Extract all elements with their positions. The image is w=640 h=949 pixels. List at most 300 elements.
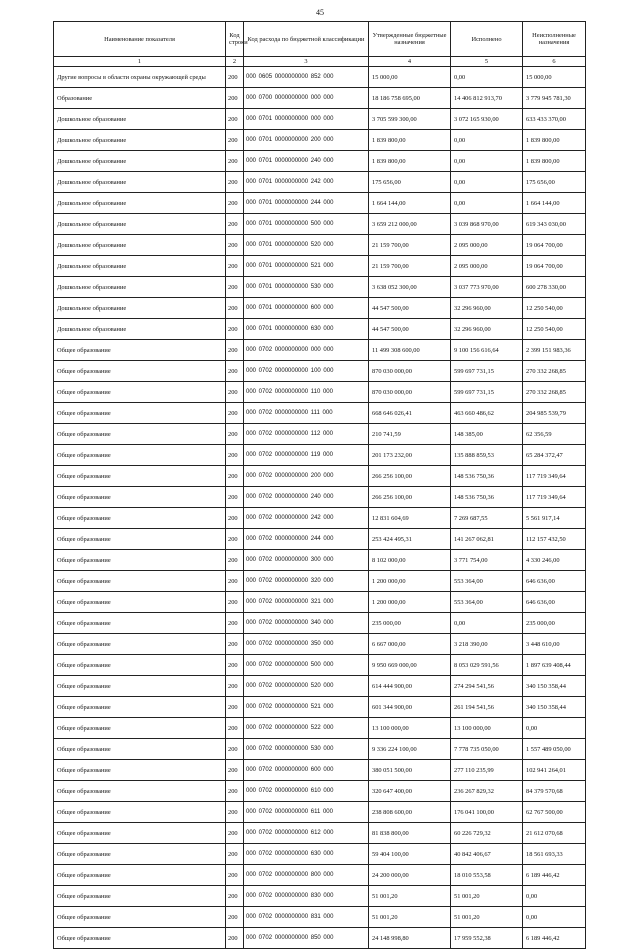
table-row xyxy=(54,865,586,886)
cell-approved-amount: 59 404 100,00 xyxy=(369,844,451,865)
cell-approved-amount: 1 200 000,00 xyxy=(369,571,451,592)
table-row xyxy=(54,634,586,655)
table-row xyxy=(54,613,586,634)
table-row xyxy=(54,508,586,529)
cell-indicator-name: Общее образование xyxy=(54,760,226,781)
table-row xyxy=(54,760,586,781)
cell-executed-amount: 3 039 868 970,00 xyxy=(451,214,523,235)
table-row xyxy=(54,382,586,403)
cell-expense-code: 000 0702 0000000000 000 000 xyxy=(244,340,369,361)
cell-expense-code: 000 0702 0000000000 800 000 xyxy=(244,865,369,886)
cell-executed-amount: 7 778 735 050,00 xyxy=(451,739,523,760)
cell-expense-code: 000 0701 0000000000 521 000 xyxy=(244,256,369,277)
cell-executed-amount: 0,00 xyxy=(451,613,523,634)
cell-executed-amount: 13 100 000,00 xyxy=(451,718,523,739)
cell-expense-code: 000 0701 0000000000 520 000 xyxy=(244,235,369,256)
cell-indicator-name: Общее образование xyxy=(54,802,226,823)
cell-approved-amount: 1 839 800,00 xyxy=(369,151,451,172)
cell-approved-amount: 21 159 700,00 xyxy=(369,256,451,277)
cell-unexecuted-amount: 600 278 330,00 xyxy=(523,277,586,298)
cell-indicator-name: Общее образование xyxy=(54,382,226,403)
table-row xyxy=(54,886,586,907)
cell-indicator-name: Общее образование xyxy=(54,655,226,676)
cell-unexecuted-amount: 21 612 070,68 xyxy=(523,823,586,844)
cell-unexecuted-amount: 62 356,59 xyxy=(523,424,586,445)
table-body xyxy=(54,67,586,949)
cell-indicator-name: Общее образование xyxy=(54,718,226,739)
cell-line-code: 200 xyxy=(226,256,244,277)
cell-executed-amount: 3 072 165 930,00 xyxy=(451,109,523,130)
cell-unexecuted-amount: 340 150 358,44 xyxy=(523,697,586,718)
cell-unexecuted-amount: 15 000,00 xyxy=(523,67,586,88)
cell-indicator-name: Общее образование xyxy=(54,445,226,466)
table-row xyxy=(54,235,586,256)
cell-expense-code: 000 0702 0000000000 200 000 xyxy=(244,466,369,487)
cell-unexecuted-amount: 1 839 800,00 xyxy=(523,151,586,172)
cell-indicator-name: Дошкольное образование xyxy=(54,298,226,319)
cell-unexecuted-amount: 0,00 xyxy=(523,718,586,739)
table-row xyxy=(54,823,586,844)
cell-approved-amount: 614 444 900,00 xyxy=(369,676,451,697)
cell-approved-amount: 9 336 224 100,00 xyxy=(369,739,451,760)
cell-approved-amount: 3 659 212 000,00 xyxy=(369,214,451,235)
cell-indicator-name: Общее образование xyxy=(54,340,226,361)
cell-executed-amount: 0,00 xyxy=(451,172,523,193)
cell-unexecuted-amount: 0,00 xyxy=(523,886,586,907)
cell-executed-amount: 463 660 486,62 xyxy=(451,403,523,424)
cell-unexecuted-amount: 112 157 432,50 xyxy=(523,529,586,550)
cell-expense-code: 000 0701 0000000000 200 000 xyxy=(244,130,369,151)
cell-indicator-name: Общее образование xyxy=(54,928,226,949)
cell-approved-amount: 668 646 026,41 xyxy=(369,403,451,424)
table-row xyxy=(54,88,586,109)
cell-approved-amount: 24 200 000,00 xyxy=(369,865,451,886)
cell-executed-amount: 553 364,00 xyxy=(451,571,523,592)
cell-approved-amount: 18 186 758 695,00 xyxy=(369,88,451,109)
cell-unexecuted-amount: 646 636,00 xyxy=(523,571,586,592)
cell-line-code: 200 xyxy=(226,319,244,340)
table-row xyxy=(54,592,586,613)
cell-line-code: 200 xyxy=(226,403,244,424)
cell-executed-amount: 135 888 859,53 xyxy=(451,445,523,466)
cell-indicator-name: Общее образование xyxy=(54,781,226,802)
cell-unexecuted-amount: 340 150 358,44 xyxy=(523,676,586,697)
cell-indicator-name: Дошкольное образование xyxy=(54,319,226,340)
cell-expense-code: 000 0702 0000000000 240 000 xyxy=(244,487,369,508)
cell-executed-amount: 0,00 xyxy=(451,151,523,172)
cell-expense-code: 000 0702 0000000000 111 000 xyxy=(244,403,369,424)
cell-expense-code: 000 0702 0000000000 320 000 xyxy=(244,571,369,592)
table-row xyxy=(54,928,586,949)
cell-line-code: 200 xyxy=(226,550,244,571)
table-row xyxy=(54,319,586,340)
cell-line-code: 200 xyxy=(226,67,244,88)
cell-line-code: 200 xyxy=(226,760,244,781)
cell-approved-amount: 1 839 800,00 xyxy=(369,130,451,151)
cell-expense-code: 000 0701 0000000000 630 000 xyxy=(244,319,369,340)
cell-indicator-name: Дошкольное образование xyxy=(54,130,226,151)
cell-expense-code: 000 0702 0000000000 850 000 xyxy=(244,928,369,949)
cell-expense-code: 000 0701 0000000000 500 000 xyxy=(244,214,369,235)
table-row xyxy=(54,676,586,697)
cell-approved-amount: 3 638 052 300,00 xyxy=(369,277,451,298)
column-header-unexecuted: Неисполненные назначения xyxy=(523,22,586,57)
cell-approved-amount: 13 100 000,00 xyxy=(369,718,451,739)
cell-executed-amount: 9 100 156 616,64 xyxy=(451,340,523,361)
cell-approved-amount: 201 173 232,00 xyxy=(369,445,451,466)
cell-indicator-name: Дошкольное образование xyxy=(54,277,226,298)
cell-unexecuted-amount: 19 064 700,00 xyxy=(523,235,586,256)
cell-executed-amount: 51 001,20 xyxy=(451,886,523,907)
cell-line-code: 200 xyxy=(226,697,244,718)
table-row xyxy=(54,403,586,424)
cell-expense-code: 000 0702 0000000000 522 000 xyxy=(244,718,369,739)
cell-line-code: 200 xyxy=(226,886,244,907)
cell-indicator-name: Общее образование xyxy=(54,697,226,718)
cell-indicator-name: Общее образование xyxy=(54,613,226,634)
cell-approved-amount: 9 950 669 000,00 xyxy=(369,655,451,676)
cell-approved-amount: 44 547 500,00 xyxy=(369,298,451,319)
cell-unexecuted-amount: 270 332 268,85 xyxy=(523,382,586,403)
column-header-line-code: Код строки xyxy=(226,22,244,57)
page-number: 45 xyxy=(316,8,324,17)
table-row xyxy=(54,214,586,235)
cell-indicator-name: Другие вопросы в области охраны окружающей среды xyxy=(54,67,226,88)
cell-unexecuted-amount: 646 636,00 xyxy=(523,592,586,613)
cell-expense-code: 000 0701 0000000000 240 000 xyxy=(244,151,369,172)
cell-expense-code: 000 0702 0000000000 600 000 xyxy=(244,760,369,781)
cell-line-code: 200 xyxy=(226,634,244,655)
table-row xyxy=(54,361,586,382)
cell-indicator-name: Дошкольное образование xyxy=(54,214,226,235)
cell-line-code: 200 xyxy=(226,298,244,319)
cell-approved-amount: 11 499 308 600,00 xyxy=(369,340,451,361)
cell-executed-amount: 0,00 xyxy=(451,193,523,214)
cell-unexecuted-amount: 65 284 372,47 xyxy=(523,445,586,466)
cell-unexecuted-amount: 2 399 151 983,36 xyxy=(523,340,586,361)
cell-line-code: 200 xyxy=(226,718,244,739)
cell-indicator-name: Дошкольное образование xyxy=(54,109,226,130)
cell-executed-amount: 599 697 731,15 xyxy=(451,382,523,403)
cell-approved-amount: 253 424 495,31 xyxy=(369,529,451,550)
cell-indicator-name: Дошкольное образование xyxy=(54,235,226,256)
cell-expense-code: 000 0702 0000000000 340 000 xyxy=(244,613,369,634)
table-row xyxy=(54,550,586,571)
cell-indicator-name: Общее образование xyxy=(54,508,226,529)
table-row xyxy=(54,802,586,823)
cell-unexecuted-amount: 3 448 610,00 xyxy=(523,634,586,655)
cell-unexecuted-amount: 270 332 268,85 xyxy=(523,361,586,382)
column-header-executed: Исполнено xyxy=(451,22,523,57)
cell-expense-code: 000 0702 0000000000 831 000 xyxy=(244,907,369,928)
cell-indicator-name: Общее образование xyxy=(54,844,226,865)
cell-executed-amount: 14 406 812 913,70 xyxy=(451,88,523,109)
cell-expense-code: 000 0702 0000000000 119 000 xyxy=(244,445,369,466)
cell-executed-amount: 32 296 960,00 xyxy=(451,319,523,340)
table-row xyxy=(54,571,586,592)
table-row xyxy=(54,424,586,445)
cell-indicator-name: Дошкольное образование xyxy=(54,256,226,277)
table-row xyxy=(54,739,586,760)
table-row xyxy=(54,907,586,928)
table-row xyxy=(54,130,586,151)
column-number: 4 xyxy=(369,57,451,67)
cell-executed-amount: 2 095 000,00 xyxy=(451,235,523,256)
cell-line-code: 200 xyxy=(226,109,244,130)
cell-executed-amount: 8 053 029 591,56 xyxy=(451,655,523,676)
cell-line-code: 200 xyxy=(226,529,244,550)
cell-expense-code: 000 0701 0000000000 242 000 xyxy=(244,172,369,193)
budget-execution-table xyxy=(53,21,586,949)
cell-unexecuted-amount: 235 000,00 xyxy=(523,613,586,634)
cell-unexecuted-amount: 117 719 349,64 xyxy=(523,487,586,508)
cell-expense-code: 000 0702 0000000000 242 000 xyxy=(244,508,369,529)
cell-approved-amount: 266 256 100,00 xyxy=(369,487,451,508)
cell-line-code: 200 xyxy=(226,739,244,760)
table-row xyxy=(54,193,586,214)
cell-approved-amount: 870 030 000,00 xyxy=(369,382,451,403)
cell-executed-amount: 32 296 960,00 xyxy=(451,298,523,319)
cell-approved-amount: 601 344 900,00 xyxy=(369,697,451,718)
cell-approved-amount: 51 001,20 xyxy=(369,886,451,907)
cell-line-code: 200 xyxy=(226,655,244,676)
cell-executed-amount: 3 037 773 970,00 xyxy=(451,277,523,298)
cell-indicator-name: Дошкольное образование xyxy=(54,151,226,172)
cell-indicator-name: Общее образование xyxy=(54,865,226,886)
cell-expense-code: 000 0605 0000000000 852 000 xyxy=(244,67,369,88)
cell-line-code: 200 xyxy=(226,613,244,634)
cell-approved-amount: 8 102 000,00 xyxy=(369,550,451,571)
cell-indicator-name: Общее образование xyxy=(54,886,226,907)
cell-executed-amount: 60 226 729,32 xyxy=(451,823,523,844)
cell-approved-amount: 6 667 000,00 xyxy=(369,634,451,655)
cell-line-code: 200 xyxy=(226,907,244,928)
cell-executed-amount: 261 194 541,56 xyxy=(451,697,523,718)
cell-expense-code: 000 0701 0000000000 244 000 xyxy=(244,193,369,214)
cell-line-code: 200 xyxy=(226,844,244,865)
cell-indicator-name: Общее образование xyxy=(54,592,226,613)
cell-executed-amount: 0,00 xyxy=(451,130,523,151)
cell-indicator-name: Дошкольное образование xyxy=(54,172,226,193)
cell-executed-amount: 148 536 750,36 xyxy=(451,466,523,487)
column-header-expense-code: Код расхода по бюджетной классификации xyxy=(244,22,369,57)
table-row xyxy=(54,151,586,172)
cell-executed-amount: 3 771 754,00 xyxy=(451,550,523,571)
cell-indicator-name: Общее образование xyxy=(54,634,226,655)
cell-approved-amount: 175 656,00 xyxy=(369,172,451,193)
cell-executed-amount: 277 110 235,99 xyxy=(451,760,523,781)
cell-approved-amount: 81 838 800,00 xyxy=(369,823,451,844)
cell-line-code: 200 xyxy=(226,151,244,172)
cell-indicator-name: Общее образование xyxy=(54,529,226,550)
cell-unexecuted-amount: 18 561 693,33 xyxy=(523,844,586,865)
cell-expense-code: 000 0702 0000000000 521 000 xyxy=(244,697,369,718)
cell-indicator-name: Общее образование xyxy=(54,466,226,487)
cell-expense-code: 000 0701 0000000000 000 000 xyxy=(244,109,369,130)
cell-indicator-name: Общее образование xyxy=(54,571,226,592)
cell-executed-amount: 599 697 731,15 xyxy=(451,361,523,382)
table-row xyxy=(54,277,586,298)
cell-executed-amount: 148 536 750,36 xyxy=(451,487,523,508)
cell-indicator-name: Общее образование xyxy=(54,361,226,382)
cell-expense-code: 000 0702 0000000000 110 000 xyxy=(244,382,369,403)
cell-executed-amount: 17 959 552,38 xyxy=(451,928,523,949)
cell-line-code: 200 xyxy=(226,571,244,592)
cell-line-code: 200 xyxy=(226,361,244,382)
cell-line-code: 200 xyxy=(226,865,244,886)
cell-approved-amount: 266 256 100,00 xyxy=(369,466,451,487)
cell-unexecuted-amount: 3 779 945 781,30 xyxy=(523,88,586,109)
cell-unexecuted-amount: 633 433 370,00 xyxy=(523,109,586,130)
cell-unexecuted-amount: 1 839 800,00 xyxy=(523,130,586,151)
cell-line-code: 200 xyxy=(226,424,244,445)
cell-line-code: 200 xyxy=(226,277,244,298)
table-row xyxy=(54,298,586,319)
cell-indicator-name: Общее образование xyxy=(54,907,226,928)
cell-expense-code: 000 0702 0000000000 321 000 xyxy=(244,592,369,613)
cell-approved-amount: 44 547 500,00 xyxy=(369,319,451,340)
table-row xyxy=(54,529,586,550)
cell-indicator-name: Образование xyxy=(54,88,226,109)
cell-line-code: 200 xyxy=(226,676,244,697)
cell-unexecuted-amount: 1 897 639 408,44 xyxy=(523,655,586,676)
cell-expense-code: 000 0702 0000000000 520 000 xyxy=(244,676,369,697)
cell-unexecuted-amount: 1 557 489 050,00 xyxy=(523,739,586,760)
cell-executed-amount: 40 842 406,67 xyxy=(451,844,523,865)
cell-executed-amount: 51 001,20 xyxy=(451,907,523,928)
cell-expense-code: 000 0702 0000000000 112 000 xyxy=(244,424,369,445)
cell-line-code: 200 xyxy=(226,487,244,508)
cell-approved-amount: 51 001,20 xyxy=(369,907,451,928)
table-row xyxy=(54,67,586,88)
cell-unexecuted-amount: 12 250 540,00 xyxy=(523,298,586,319)
cell-unexecuted-amount: 619 343 030,00 xyxy=(523,214,586,235)
cell-line-code: 200 xyxy=(226,445,244,466)
cell-approved-amount: 12 831 604,69 xyxy=(369,508,451,529)
column-number: 6 xyxy=(523,57,586,67)
column-header-approved: Утвержденные бюджетные назначения xyxy=(369,22,451,57)
table-row xyxy=(54,844,586,865)
cell-executed-amount: 176 041 100,00 xyxy=(451,802,523,823)
cell-expense-code: 000 0702 0000000000 500 000 xyxy=(244,655,369,676)
cell-indicator-name: Общее образование xyxy=(54,403,226,424)
cell-line-code: 200 xyxy=(226,130,244,151)
table-row xyxy=(54,109,586,130)
table-row xyxy=(54,781,586,802)
cell-indicator-name: Общее образование xyxy=(54,739,226,760)
cell-approved-amount: 235 000,00 xyxy=(369,613,451,634)
cell-unexecuted-amount: 6 189 446,42 xyxy=(523,928,586,949)
cell-line-code: 200 xyxy=(226,214,244,235)
cell-executed-amount: 274 294 541,56 xyxy=(451,676,523,697)
cell-approved-amount: 210 741,59 xyxy=(369,424,451,445)
cell-expense-code: 000 0701 0000000000 530 000 xyxy=(244,277,369,298)
cell-approved-amount: 1 664 144,00 xyxy=(369,193,451,214)
table-row xyxy=(54,466,586,487)
cell-approved-amount: 24 148 998,80 xyxy=(369,928,451,949)
header-row xyxy=(54,22,586,57)
cell-unexecuted-amount: 84 379 570,68 xyxy=(523,781,586,802)
cell-line-code: 200 xyxy=(226,235,244,256)
table-row xyxy=(54,340,586,361)
cell-approved-amount: 380 051 500,00 xyxy=(369,760,451,781)
cell-indicator-name: Общее образование xyxy=(54,487,226,508)
cell-approved-amount: 21 159 700,00 xyxy=(369,235,451,256)
cell-line-code: 200 xyxy=(226,781,244,802)
table-row xyxy=(54,445,586,466)
cell-line-code: 200 xyxy=(226,928,244,949)
cell-expense-code: 000 0702 0000000000 300 000 xyxy=(244,550,369,571)
cell-line-code: 200 xyxy=(226,592,244,613)
cell-executed-amount: 18 010 553,58 xyxy=(451,865,523,886)
cell-unexecuted-amount: 4 330 246,00 xyxy=(523,550,586,571)
cell-unexecuted-amount: 62 767 500,00 xyxy=(523,802,586,823)
cell-executed-amount: 553 364,00 xyxy=(451,592,523,613)
cell-indicator-name: Общее образование xyxy=(54,823,226,844)
cell-expense-code: 000 0700 0000000000 000 000 xyxy=(244,88,369,109)
column-number: 3 xyxy=(244,57,369,67)
cell-expense-code: 000 0702 0000000000 350 000 xyxy=(244,634,369,655)
cell-executed-amount: 236 267 829,32 xyxy=(451,781,523,802)
cell-line-code: 200 xyxy=(226,88,244,109)
table-row xyxy=(54,487,586,508)
cell-line-code: 200 xyxy=(226,340,244,361)
cell-unexecuted-amount: 102 941 264,01 xyxy=(523,760,586,781)
cell-approved-amount: 1 200 000,00 xyxy=(369,592,451,613)
cell-unexecuted-amount: 5 561 917,14 xyxy=(523,508,586,529)
cell-executed-amount: 141 267 062,81 xyxy=(451,529,523,550)
cell-indicator-name: Дошкольное образование xyxy=(54,193,226,214)
cell-line-code: 200 xyxy=(226,172,244,193)
cell-indicator-name: Общее образование xyxy=(54,676,226,697)
cell-expense-code: 000 0702 0000000000 830 000 xyxy=(244,886,369,907)
cell-executed-amount: 3 218 390,00 xyxy=(451,634,523,655)
cell-expense-code: 000 0702 0000000000 100 000 xyxy=(244,361,369,382)
cell-unexecuted-amount: 175 656,00 xyxy=(523,172,586,193)
cell-line-code: 200 xyxy=(226,823,244,844)
cell-indicator-name: Общее образование xyxy=(54,424,226,445)
cell-expense-code: 000 0702 0000000000 244 000 xyxy=(244,529,369,550)
cell-unexecuted-amount: 19 064 700,00 xyxy=(523,256,586,277)
table-row xyxy=(54,655,586,676)
cell-expense-code: 000 0702 0000000000 612 000 xyxy=(244,823,369,844)
cell-line-code: 200 xyxy=(226,466,244,487)
table-row xyxy=(54,718,586,739)
cell-unexecuted-amount: 204 985 539,79 xyxy=(523,403,586,424)
table-row xyxy=(54,256,586,277)
cell-executed-amount: 7 269 687,55 xyxy=(451,508,523,529)
cell-approved-amount: 320 647 400,00 xyxy=(369,781,451,802)
table-row xyxy=(54,697,586,718)
cell-unexecuted-amount: 6 189 446,42 xyxy=(523,865,586,886)
cell-line-code: 200 xyxy=(226,508,244,529)
cell-approved-amount: 238 808 600,00 xyxy=(369,802,451,823)
cell-line-code: 200 xyxy=(226,193,244,214)
cell-unexecuted-amount: 117 719 349,64 xyxy=(523,466,586,487)
cell-approved-amount: 15 000,00 xyxy=(369,67,451,88)
cell-executed-amount: 0,00 xyxy=(451,67,523,88)
column-number: 5 xyxy=(451,57,523,67)
cell-expense-code: 000 0702 0000000000 630 000 xyxy=(244,844,369,865)
cell-expense-code: 000 0702 0000000000 610 000 xyxy=(244,781,369,802)
cell-unexecuted-amount: 1 664 144,00 xyxy=(523,193,586,214)
column-number-row xyxy=(54,57,586,67)
cell-expense-code: 000 0702 0000000000 530 000 xyxy=(244,739,369,760)
column-number: 1 xyxy=(54,57,226,67)
cell-expense-code: 000 0701 0000000000 600 000 xyxy=(244,298,369,319)
cell-line-code: 200 xyxy=(226,382,244,403)
cell-approved-amount: 870 030 000,00 xyxy=(369,361,451,382)
